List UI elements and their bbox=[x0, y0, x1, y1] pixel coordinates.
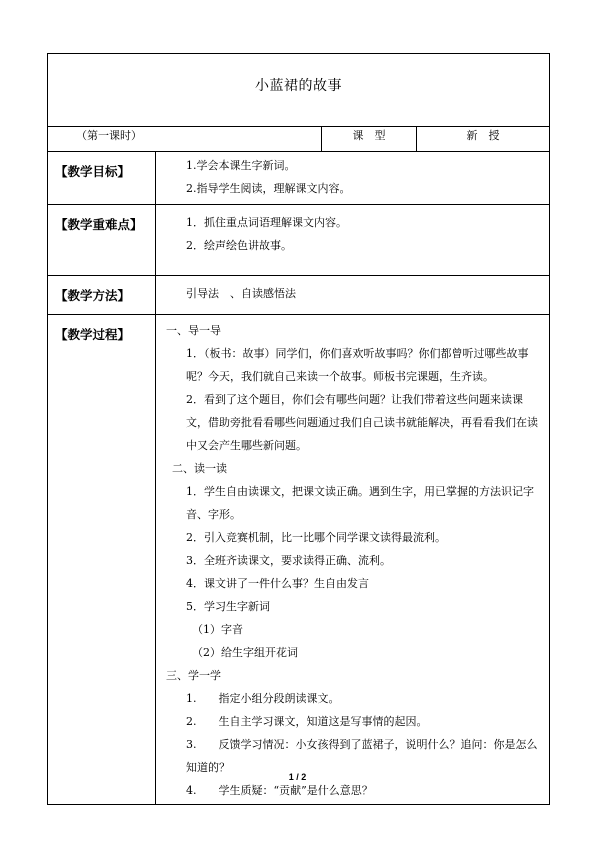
process-content bbox=[156, 315, 550, 805]
process-paragraph: 3．全班齐读课文，要求读得正确、流利。 bbox=[186, 554, 391, 567]
process-paragraph: 4．课文讲了一件什么事？生自由发言 bbox=[186, 577, 369, 590]
sub-item: （1）字音 bbox=[192, 623, 243, 636]
key-point-item: 2．绘声绘色讲故事。 bbox=[186, 239, 292, 252]
process-paragraph: 4. 学生质疑：“贡献”是什么意思？ bbox=[186, 784, 373, 797]
sub-item: （2）给生字组开花词 bbox=[192, 646, 298, 659]
process-paragraph: 2．引入竞赛机制，比一比哪个同学课文读得最流利。 bbox=[186, 531, 446, 544]
process-row bbox=[48, 315, 550, 805]
goal-item: 1.学会本课生字新词。 bbox=[186, 159, 296, 172]
section-heading: 三、学一学 bbox=[166, 669, 221, 682]
lesson-title: 小蓝裙的故事 bbox=[255, 78, 342, 94]
process-paragraph: 2．看到了这个题目，你们会有哪些问题？让我们带着这些问题来读课文，借助旁批看看哪些问题通过我们自己读书就能解决，再看看我们在读中又会产生哪些新问题。 bbox=[186, 393, 538, 452]
class-period: （第一课时） bbox=[48, 127, 322, 152]
lesson-type-label: 课 型 bbox=[322, 127, 417, 152]
process-paragraph: 2. 生自主学习课文，知道这是写事情的起因。 bbox=[186, 715, 428, 728]
process-label: 【教学过程】 bbox=[48, 315, 156, 805]
methods-label: 【教学方法】 bbox=[48, 276, 156, 315]
lesson-type-value: 新 授 bbox=[417, 127, 550, 152]
page-number: 1 / 2 bbox=[288, 772, 307, 782]
key-points-content bbox=[156, 205, 550, 276]
info-row bbox=[48, 127, 550, 152]
goals-label: 【教学目标】 bbox=[48, 152, 156, 205]
process-paragraph: 1. 指定小组分段朗读课文。 bbox=[186, 692, 340, 705]
methods-content bbox=[156, 276, 550, 315]
process-paragraph: 3. 反馈学习情况：小女孩得到了蓝裙子，说明什么？追问：你是怎么知道的？ bbox=[186, 738, 538, 774]
key-points-row bbox=[48, 205, 550, 276]
goal-item: 2.指导学生阅读，理解课文内容。 bbox=[186, 182, 351, 195]
goals-row bbox=[48, 152, 550, 205]
key-point-item: 1．抓住重点词语理解课文内容。 bbox=[186, 216, 347, 229]
key-points-label: 【教学重难点】 bbox=[48, 205, 156, 276]
methods-row bbox=[48, 276, 550, 315]
process-paragraph: 5．学习生字新词 bbox=[186, 600, 270, 613]
process-paragraph: 1．（板书：故事）同学们，你们喜欢听故事吗？你们都曾听过哪些故事呢？今天，我们就自己来读一个故事。师板书完课题，生齐读。 bbox=[186, 347, 529, 383]
lesson-plan-table bbox=[47, 53, 550, 805]
section-heading: 一、导一导 bbox=[166, 324, 221, 337]
section-heading: 二、读一读 bbox=[172, 462, 227, 475]
title-cell bbox=[48, 54, 550, 127]
methods-text: 引导法 、自读感悟法 bbox=[186, 287, 296, 300]
process-paragraph: 1．学生自由读课文，把课文读正确。遇到生字，用已掌握的方法识记字音、字形。 bbox=[186, 485, 534, 521]
goals-content bbox=[156, 152, 550, 205]
